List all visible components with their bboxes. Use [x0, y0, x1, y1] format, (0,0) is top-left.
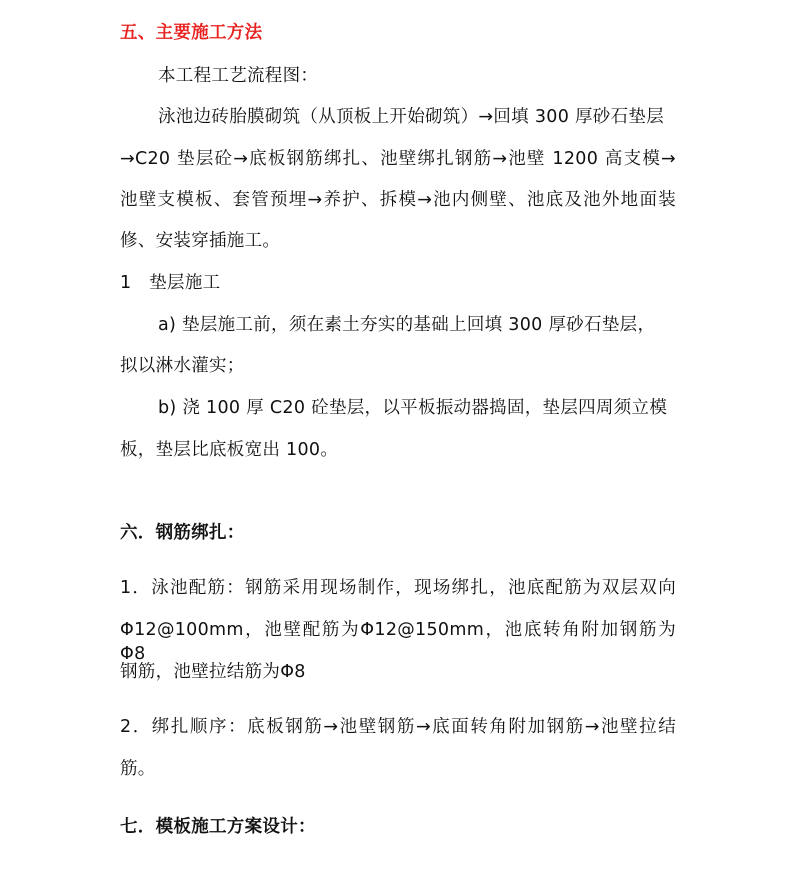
item2-line-1: 2．绑扎顺序：底板钢筋→池壁钢筋→底面转角附加钢筋→池壁拉结	[120, 717, 676, 737]
flow-line-3: 池壁支模板、套管预埋→养护、拆模→池内侧壁、池底及池外地面装	[120, 190, 676, 210]
flow-intro: 本工程工艺流程图：	[158, 66, 319, 86]
item-a-line-2: 拟以淋水灌实；	[120, 356, 245, 376]
subsection1-title: 1 垫层施工	[120, 273, 221, 293]
item-b-line-2: 板，垫层比底板宽出 100。	[120, 440, 339, 460]
flow-line-2: →C20 垫层砼→底板钢筋绑扎、池壁绑扎钢筋→池壁 1200 高支模→	[120, 149, 676, 169]
flow-line-1: 泳池边砖胎膜砌筑（从顶板上开始砌筑）→回填 300 厚砂石垫层	[158, 107, 664, 127]
flow-line-4: 修、安装穿插施工。	[120, 231, 281, 251]
section6-heading: 六．钢筋绑扎：	[120, 523, 245, 543]
item1-line-3: 钢筋，池壁拉结筋为Φ8	[120, 662, 306, 682]
item2-line-2: 筋。	[120, 759, 156, 779]
section7-heading: 七．模板施工方案设计：	[120, 817, 316, 837]
item1-line-1: 1．泳池配筋：钢筋采用现场制作，现场绑扎，池底配筋为双层双向	[120, 578, 676, 598]
item1-line-2: Φ12@100mm，池壁配筋为Φ12@150mm，池底转角附加钢筋为Φ8	[120, 620, 676, 664]
item-b-line-1: b) 浇 100 厚 C20 砼垫层，以平板振动器捣固，垫层四周须立模	[158, 398, 668, 418]
item-a-line-1: a) 垫层施工前，须在素土夯实的基础上回填 300 厚砂石垫层，	[158, 315, 656, 335]
section5-heading: 五、主要施工方法	[120, 23, 263, 43]
